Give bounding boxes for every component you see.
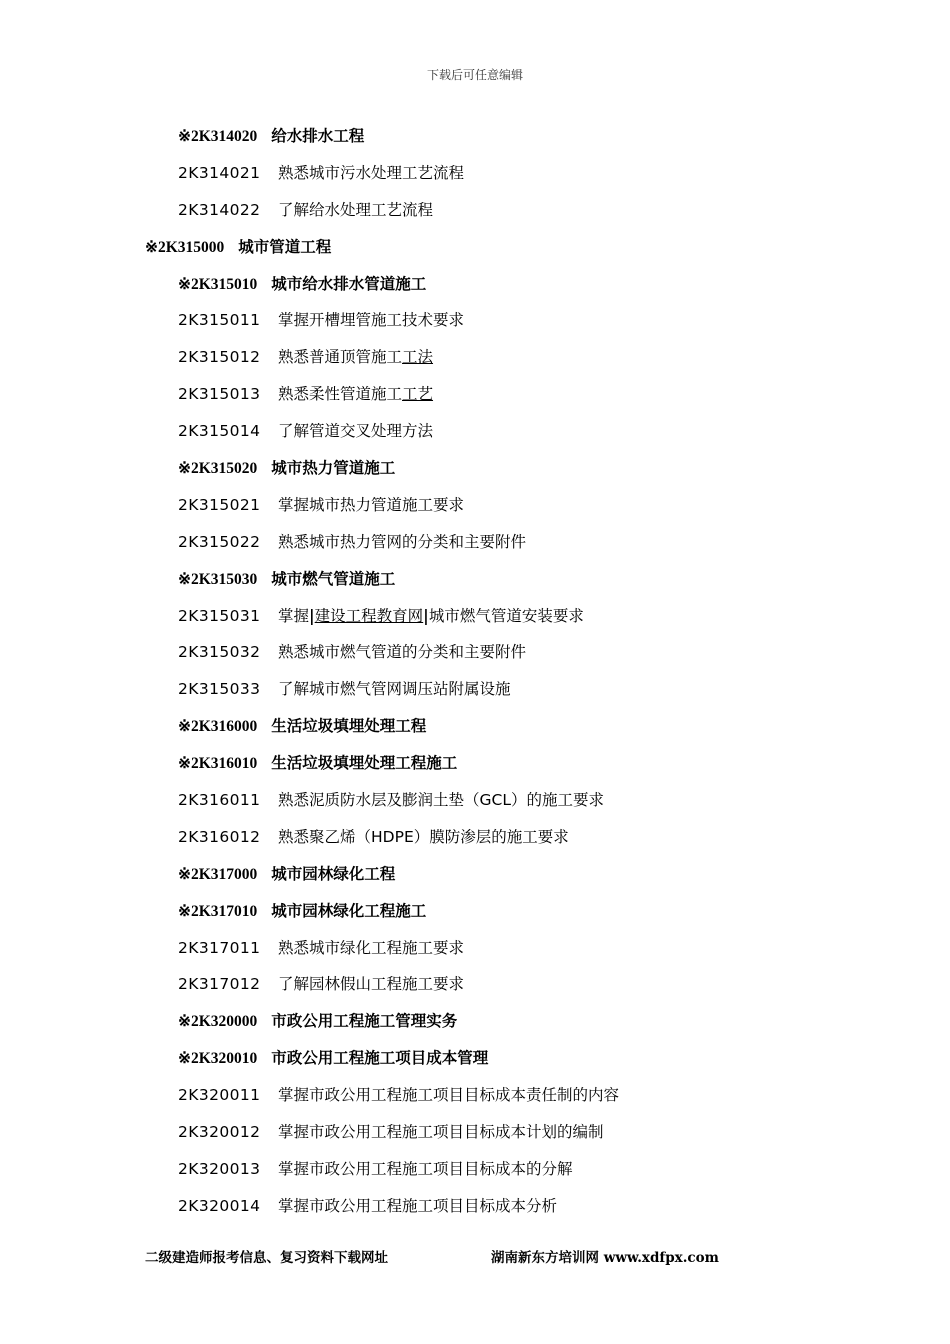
footer-right-text: 湖南新东方培训网 www.xdfpx.com [491, 1250, 719, 1266]
item-title: 城市热力管道施工 [271, 458, 396, 478]
item-text: 熟悉城市热力管网的分类和主要附件 [278, 532, 527, 551]
item-code: 2K317012 [178, 975, 261, 994]
item-code: ※2K320010 [178, 1050, 258, 1068]
item-title: 城市园林绿化工程 [271, 863, 396, 883]
item-code: 2K315014 [178, 422, 261, 441]
item-text: 掌握市政公用工程施工项目目标成本分析 [278, 1196, 558, 1215]
list-item [0, 192, 950, 229]
list-item [0, 1114, 950, 1151]
page-header: 下载后可任意编辑 [426, 68, 523, 82]
item-text: 掌握 [278, 606, 310, 625]
item-title: 城市管道工程 [238, 236, 332, 256]
item-code: 2K315012 [178, 348, 261, 367]
item-code: ※2K316000 [178, 718, 258, 736]
item-text: 熟悉聚乙烯（ [278, 827, 372, 846]
item-text: 掌握市政公用工程施工项目目标成本计划的编制 [278, 1123, 604, 1142]
list-item [0, 1151, 950, 1188]
item-text: ）的施工要求 [511, 791, 605, 810]
item-code: 2K315011 [178, 311, 261, 330]
item-code: ※2K315030 [178, 570, 258, 588]
item-code: ※2K316010 [178, 755, 258, 773]
item-title: 城市园林绿化工程施工 [271, 900, 427, 920]
item-code: ※2K315010 [178, 275, 258, 293]
item-code: ※2K314020 [178, 128, 258, 145]
item-text: 了解管道交叉处理方法 [278, 422, 434, 441]
item-text: 熟悉泥质防水层及膨润土垫（ [278, 791, 480, 810]
item-text: 了解给水处理工艺流程 [278, 200, 434, 219]
item-title: 城市燃气管道施工 [271, 568, 396, 588]
item-title: 给水排水工程 [271, 126, 365, 145]
chapter-heading [0, 856, 950, 893]
item-text: 掌握市政公用工程施工项目目标成本的分解 [278, 1159, 573, 1178]
item-title: 市政公用工程施工项目成本管理 [271, 1048, 489, 1068]
list-item [0, 634, 950, 671]
list-item [0, 966, 950, 1003]
section-heading [0, 1040, 950, 1077]
list-item [0, 1077, 950, 1114]
item-code: 2K316012 [178, 827, 261, 846]
chapter-heading [0, 229, 950, 266]
item-code: 2K317011 [178, 938, 261, 957]
item-code: 2K315033 [178, 680, 261, 699]
item-code: 2K320012 [178, 1123, 261, 1142]
section-heading [0, 745, 950, 782]
section-heading [0, 561, 950, 598]
item-text: ）膜防渗层的施工要求 [413, 827, 569, 846]
section-heading [0, 450, 950, 487]
item-text: 掌握市政公用工程施工项目目标成本责任制的内容 [278, 1086, 620, 1105]
item-text: 熟悉柔性管道施工 [278, 385, 403, 404]
item-code: 2K315031 [178, 606, 261, 625]
item-code: ※2K320000 [178, 1013, 258, 1031]
item-title: 城市给水排水管道施工 [271, 273, 427, 293]
chapter-heading [0, 1003, 950, 1040]
item-code: 2K316011 [178, 791, 261, 810]
list-item [0, 1188, 950, 1225]
item-text: 熟悉普通顶管施工 [278, 348, 403, 367]
list-item [0, 671, 950, 708]
separator-pipe: | [309, 605, 315, 625]
item-abbreviation: GCL [479, 791, 511, 810]
list-item [0, 524, 950, 561]
item-code: 2K315032 [178, 643, 261, 662]
list-item [0, 302, 950, 339]
item-text: 城市燃气管道安装要求 [428, 606, 584, 625]
section-heading [0, 118, 950, 155]
item-code: 2K315013 [178, 385, 261, 404]
list-item [0, 930, 950, 967]
item-code: 2K320011 [178, 1086, 261, 1105]
section-heading [0, 893, 950, 930]
syllabus-list [0, 118, 950, 1225]
list-item [0, 819, 950, 856]
item-title: 市政公用工程施工管理实务 [271, 1011, 458, 1031]
separator-pipe: | [423, 605, 429, 625]
list-item [0, 376, 950, 413]
section-heading [0, 266, 950, 303]
item-code: 2K314021 [178, 163, 261, 182]
item-code: ※2K317010 [178, 902, 258, 920]
footer-left-text: 二级建造师报考信息、复习资料下载网址 [145, 1250, 388, 1266]
item-code: 2K314022 [178, 200, 261, 219]
item-code: 2K320014 [178, 1196, 261, 1215]
item-text: 熟悉城市燃气管道的分类和主要附件 [278, 643, 527, 662]
item-code: 2K315022 [178, 532, 261, 551]
item-code: 2K320013 [178, 1159, 261, 1178]
chapter-heading [0, 708, 950, 745]
item-text: 熟悉城市绿化工程施工要求 [278, 938, 465, 957]
list-item [0, 339, 950, 376]
page-footer [145, 1246, 845, 1266]
item-text: 了解城市燃气管网调压站附属设施 [278, 680, 511, 699]
item-code: ※2K317000 [178, 865, 258, 883]
item-abbreviation: HDPE [371, 827, 414, 846]
item-link[interactable]: 工法 [402, 348, 434, 367]
item-text: 掌握城市热力管道施工要求 [278, 495, 465, 514]
list-item [0, 782, 950, 819]
item-link[interactable]: 工艺 [402, 385, 434, 404]
list-item [0, 487, 950, 524]
item-text: 熟悉城市污水处理工艺流程 [278, 163, 465, 182]
item-link[interactable]: 建设工程教育网 [314, 606, 424, 625]
list-item [0, 598, 950, 635]
list-item [0, 413, 950, 450]
item-code: ※2K315000 [145, 238, 225, 256]
list-item [0, 155, 950, 192]
item-code: 2K315021 [178, 495, 261, 514]
item-text: 了解园林假山工程施工要求 [278, 975, 465, 994]
item-title: 生活垃圾填埋处理工程施工 [271, 753, 458, 773]
item-code: ※2K315020 [178, 460, 258, 478]
item-title: 生活垃圾填埋处理工程 [271, 716, 427, 736]
item-text: 掌握开槽埋管施工技术要求 [278, 311, 465, 330]
